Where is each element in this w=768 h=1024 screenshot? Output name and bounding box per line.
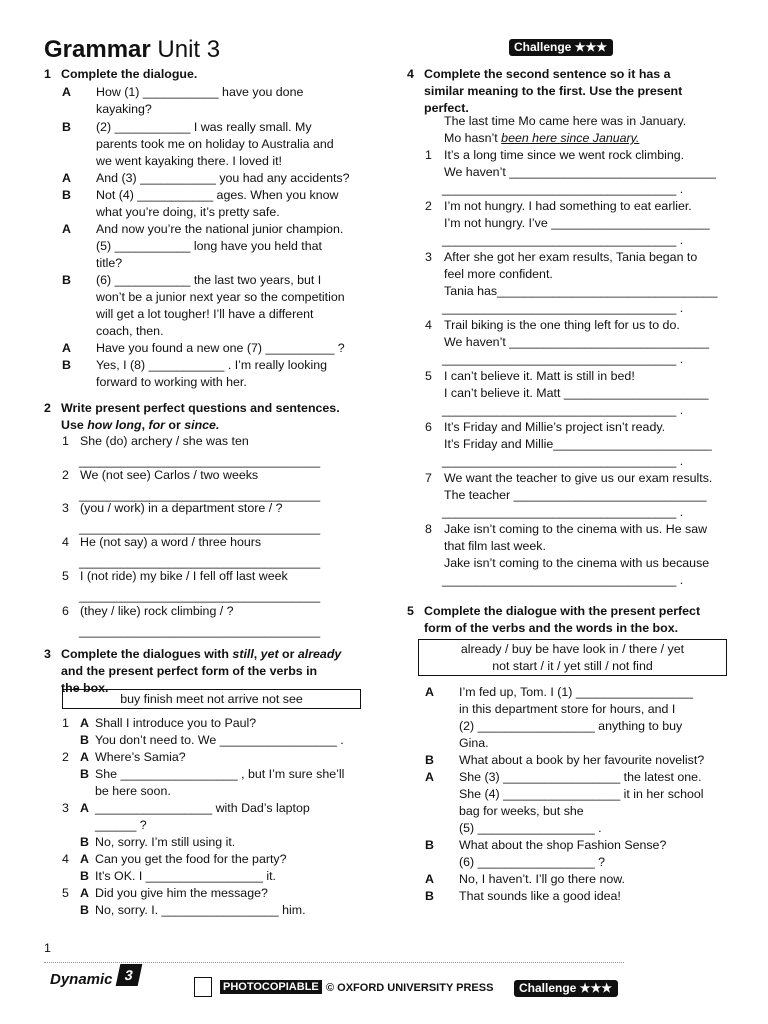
answer-line: ___________________________________ [79, 555, 321, 569]
speaker-label: B [62, 188, 71, 202]
dialogue-line: Can you get the food for the party? [95, 852, 287, 866]
dialogue-line: kayaking? [96, 102, 152, 116]
dialogue-line: What about the shop Fashion Sense? [459, 838, 667, 852]
item-line: Jake isn’t coming to the cinema with us because [444, 556, 710, 570]
item-line: After she got her exam results, Tania began to [444, 250, 698, 264]
dialogue-line: Did you give him the message? [95, 886, 268, 900]
dialogue-line: Where’s Samia? [95, 750, 186, 764]
item-prompt: She (do) archery / she was ten [80, 434, 249, 448]
answer-line: __________________________________ . [442, 403, 684, 417]
dialogue-line: Shall I introduce you to Paul? [95, 716, 257, 730]
item-line: I can’t believe it. Matt is still in bed! [444, 369, 635, 383]
item-line: We haven’t _____________________________ [444, 335, 710, 349]
item-number: 8 [425, 522, 432, 536]
item-line: It’s Friday and Millie’s project isn’t ready. [444, 420, 666, 434]
dialogue-line: You don’t need to. We _________________ . [95, 733, 344, 747]
dialogue-line: (2) ___________ I was really small. My [96, 120, 312, 134]
speaker-label: A [80, 852, 89, 866]
speaker-label: B [80, 903, 89, 917]
speaker-label: B [62, 120, 71, 134]
speaker-label: B [425, 838, 434, 852]
speaker-label: A [425, 872, 434, 886]
speaker-label: A [62, 222, 71, 236]
speaker-label: B [425, 753, 434, 767]
item-prompt: We (not see) Carlos / two weeks [80, 468, 259, 482]
dialogue-line: That sounds like a good idea! [459, 889, 621, 903]
dialogue-line: No, sorry. I. _________________ him. [95, 903, 306, 917]
speaker-label: B [425, 889, 434, 903]
speaker-label: B [80, 835, 89, 849]
footer-challenge-badge: Challenge ★★★ [514, 980, 618, 997]
exercise-2-heading: 2 Write present perfect questions and sentences. Use how long, for or since. [44, 401, 340, 432]
item-number: 4 [425, 318, 432, 332]
item-line: It’s a long time since we went rock climbing. [444, 148, 685, 162]
dialogue-line: And now you’re the national junior champion. [96, 222, 344, 236]
exercise-4-example-answer: Mo hasn’t been here since January. [444, 131, 640, 145]
answer-line: __________________________________ . [442, 233, 684, 247]
answer-line: ___________________________________ [79, 521, 321, 535]
speaker-label: B [62, 273, 71, 287]
item-number: 3 [62, 801, 69, 815]
speaker-label: B [80, 733, 89, 747]
answer-line: ___________________________________ [79, 454, 321, 468]
speaker-label: B [80, 869, 89, 883]
speaker-label: A [62, 171, 71, 185]
dialogue-line: title? [96, 256, 123, 270]
exercise-4-example: The last time Mo came here was in January. [444, 114, 687, 128]
item-line: that film last week. [444, 539, 546, 553]
dialogue-line: (5) _________________ . [459, 821, 602, 835]
item-number: 1 [425, 148, 432, 162]
item-number: 5 [62, 886, 69, 900]
dialogue-line: She (3) _________________ the latest one. [459, 770, 702, 784]
photocopy-icon [194, 977, 212, 997]
publisher-credit: © OXFORD UNIVERSITY PRESS [326, 982, 494, 994]
exercise-3-heading: 3 Complete the dialogues with still, yet or already and the present perfect form of the verbs in the box. [44, 647, 342, 695]
item-number: 6 [62, 604, 69, 618]
item-line: Tania has________________________________ [444, 284, 718, 298]
item-line: The teacher ____________________________ [444, 488, 707, 502]
answer-line: ___________________________________ [79, 589, 321, 603]
speaker-label: A [62, 341, 71, 355]
item-number: 1 [62, 716, 69, 730]
dialogue-line: (2) _________________ anything to buy [459, 719, 683, 733]
page-number: 1 [44, 941, 51, 955]
answer-line: ___________________________________ [79, 624, 321, 638]
item-number: 6 [425, 420, 432, 434]
item-prompt: He (not say) a word / three hours [80, 535, 262, 549]
logo-number: 3 [116, 964, 143, 986]
speaker-label: A [80, 801, 89, 815]
speaker-label: B [80, 767, 89, 781]
answer-line: __________________________________ . [442, 301, 684, 315]
item-number: 5 [62, 569, 69, 583]
answer-line: __________________________________ . [442, 182, 684, 196]
item-line: I’m not hungry. I had something to eat earlier. [444, 199, 692, 213]
speaker-label: A [425, 770, 434, 784]
exercise-5-heading: 5 Complete the dialogue with the present perfect form of the verbs and the words in the box. [407, 604, 701, 635]
item-line: feel more confident. [444, 267, 553, 281]
dialogue-line: How (1) ___________ have you done [96, 85, 304, 99]
item-number: 7 [425, 471, 432, 485]
item-prompt: I (not ride) my bike / I fell off last week [80, 569, 288, 583]
dialogue-line: It’s OK. I _________________ it. [95, 869, 276, 883]
item-number: 4 [62, 852, 69, 866]
answer-line: ___________________________________ [79, 488, 321, 502]
item-line: Trail biking is the one thing left for us to do. [444, 318, 680, 332]
dialogue-line: What about a book by her favourite novelist? [459, 753, 705, 767]
answer-line: __________________________________ . [442, 505, 684, 519]
dialogue-line: won’t be a junior next year so the competition [96, 290, 345, 304]
item-number: 2 [62, 468, 69, 482]
item-line: It’s Friday and Millie_______________________ [444, 437, 712, 451]
dynamic-logo: Dynamic [50, 971, 113, 988]
item-number: 2 [62, 750, 69, 764]
exercise-4-heading: 4 Complete the second sentence so it has a similar meaning to the first. Use the present perfect. [407, 67, 683, 115]
speaker-label: A [80, 716, 89, 730]
item-line: I’m not hungry. I’ve _______________________ [444, 216, 710, 230]
speaker-label: B [62, 358, 71, 372]
photocopiable-label: PHOTOCOPIABLE [220, 980, 322, 994]
dialogue-line: Gina. [459, 736, 489, 750]
item-prompt: (you / work) in a department store / ? [80, 501, 283, 515]
exercise-1-heading: 1 Complete the dialogue. [44, 67, 198, 81]
dialogue-line: No, sorry. I’m still using it. [95, 835, 236, 849]
dialogue-line: No, I haven’t. I’ll go there now. [459, 872, 625, 886]
item-number: 2 [425, 199, 432, 213]
item-line: I can’t believe it. Matt _____________________ [444, 386, 709, 400]
item-number: 1 [62, 434, 69, 448]
footer-divider [44, 962, 624, 963]
dialogue-line: _________________ with Dad’s laptop [95, 801, 310, 815]
speaker-label: A [62, 85, 71, 99]
dialogue-line: (5) ___________ long have you held that [96, 239, 322, 253]
dialogue-line: ______ ? [95, 818, 147, 832]
answer-line: __________________________________ . [442, 573, 684, 587]
dialogue-line: She _________________ , but I’m sure she’ll [95, 767, 345, 781]
speaker-label: A [80, 750, 89, 764]
dialogue-line: parents took me on holiday to Australia and [96, 137, 334, 151]
dialogue-line: bag for weeks, but she [459, 804, 584, 818]
dialogue-line: Yes, I (8) ___________ . I’m really looking [96, 358, 327, 372]
item-number: 5 [425, 369, 432, 383]
dialogue-line: Have you found a new one (7) __________ ? [96, 341, 345, 355]
word-box-3: buy finish meet not arrive not see [62, 689, 361, 709]
item-number: 3 [62, 501, 69, 515]
dialogue-line: we went kayaking there. I loved it! [96, 154, 282, 168]
dialogue-line: She (4) _________________ it in her school [459, 787, 704, 801]
page-title: Grammar Unit 3 [44, 36, 221, 63]
dialogue-line: be here soon. [95, 784, 171, 798]
dialogue-line: forward to working with her. [96, 375, 247, 389]
dialogue-line: I’m fed up, Tom. I (1) _________________ [459, 685, 693, 699]
answer-line: __________________________________ . [442, 454, 684, 468]
dialogue-line: in this department store for hours, and I [459, 702, 676, 716]
dialogue-line: (6) _________________ ? [459, 855, 606, 869]
item-prompt: (they / like) rock climbing / ? [80, 604, 234, 618]
item-line: We want the teacher to give us our exam results. [444, 471, 713, 485]
dialogue-line: (6) ___________ the last two years, but I [96, 273, 322, 287]
item-number: 3 [425, 250, 432, 264]
dialogue-line: And (3) ___________ you had any accidents? [96, 171, 350, 185]
challenge-badge: Challenge ★★★ [509, 39, 613, 56]
answer-line: __________________________________ . [442, 352, 684, 366]
dialogue-line: coach, then. [96, 324, 164, 338]
item-line: Jake isn’t coming to the cinema with us. He saw [444, 522, 708, 536]
speaker-label: A [80, 886, 89, 900]
dialogue-line: will get a lot tougher! I’ll have a different [96, 307, 314, 321]
dialogue-line: what you’re doing, it’s pretty safe. [96, 205, 280, 219]
speaker-label: A [425, 685, 434, 699]
dialogue-line: Not (4) ___________ ages. When you know [96, 188, 339, 202]
item-line: We haven’t ______________________________ [444, 165, 716, 179]
word-box-5: already / buy be have look in / there / yet not start / it / yet still / not find [418, 639, 727, 676]
item-number: 4 [62, 535, 69, 549]
